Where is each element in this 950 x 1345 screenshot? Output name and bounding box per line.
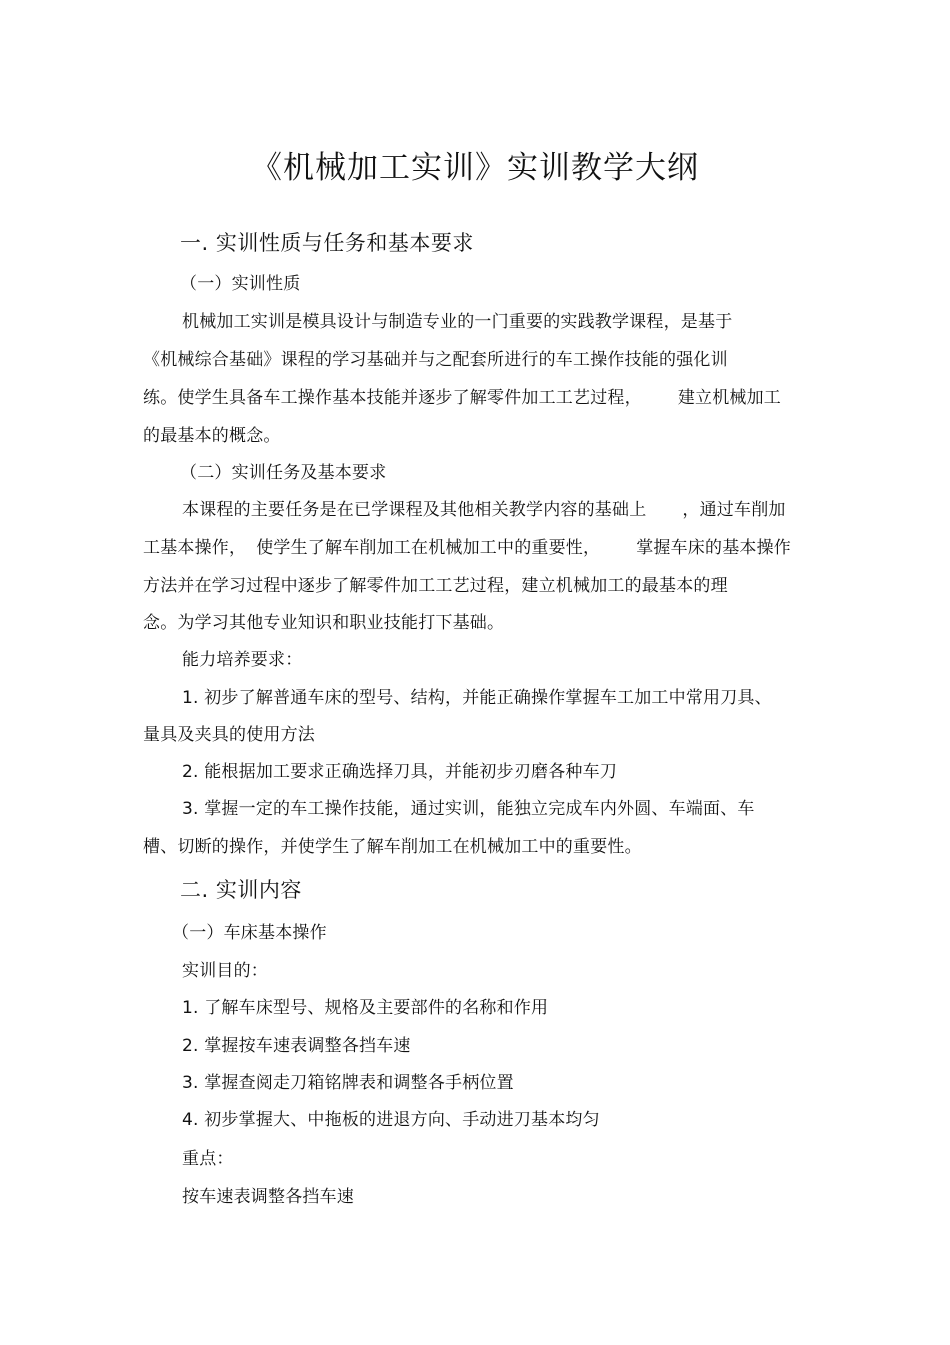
section-1-sub2-heading: （二）实训任务及基本要求 xyxy=(180,463,387,483)
paragraph-segment: 本课程的主要任务是在已学课程及其他相关教学内容的基础上 xyxy=(182,500,647,520)
paragraph-line xyxy=(143,536,791,560)
purpose-item: 2. 掌握按车速表调整各挡车速 xyxy=(182,1036,411,1056)
paragraph-segment: 建立机械加工 xyxy=(677,388,782,408)
paragraph-segment: 练。使学生具备车工操作基本技能并逐步了解零件加工工艺过程， xyxy=(143,388,642,408)
paragraph-line: 机械加工实训是模具设计与制造专业的一门重要的实践教学课程，是基于 xyxy=(182,312,733,332)
paragraph-line: 方法并在学习过程中逐步了解零件加工工艺过程，建立机械加工的最基本的理 xyxy=(143,576,728,596)
paragraph-segment: ，通过车削加 xyxy=(682,500,786,520)
paragraph-line: 《机械综合基础》课程的学习基础并与之配套所进行的车工操作技能的强化训 xyxy=(143,350,728,370)
purpose-item: 3. 掌握查阅走刀箱铭牌表和调整各手柄位置 xyxy=(182,1073,514,1093)
ability-item: 3. 掌握一定的车工操作技能，通过实训，能独立完成车内外圆、车端面、车 xyxy=(182,799,755,819)
paragraph-line: 念。为学习其他专业知识和职业技能打下基础。 xyxy=(143,613,505,633)
section-1-sub1-heading: （一）实训性质 xyxy=(180,274,301,294)
ability-label: 能力培养要求： xyxy=(182,650,303,670)
document-title: 《机械加工实训》实训教学大纲 xyxy=(251,150,699,186)
ability-item: 2. 能根据加工要求正确选择刀具，并能初步刃磨各种车刀 xyxy=(182,762,618,782)
ability-item: 槽、切断的操作，并使学生了解车削加工在机械加工中的重要性。 xyxy=(143,837,642,857)
ability-item: 1. 初步了解普通车床的型号、结构，并能正确操作掌握车工加工中常用刀具、 xyxy=(182,688,772,708)
paragraph-segment: 掌握车床的基本操作 xyxy=(636,538,792,558)
key-label: 重点： xyxy=(182,1149,234,1169)
purpose-item: 4. 初步掌握大、中拖板的进退方向、手动进刀基本均匀 xyxy=(182,1110,600,1130)
purpose-label: 实训目的： xyxy=(182,961,268,981)
paragraph-segment: 工基本操作， xyxy=(143,538,247,558)
key-text: 按车速表调整各挡车速 xyxy=(182,1187,354,1207)
section-2-heading: 二. 实训内容 xyxy=(180,878,302,902)
paragraph-segment: 使学生了解车削加工在机械加工中的重要性， xyxy=(256,538,601,558)
section-1-heading: 一. 实训性质与任务和基本要求 xyxy=(180,231,474,255)
section-2-sub1-heading: （一）车床基本操作 xyxy=(172,923,327,943)
paragraph-line xyxy=(143,386,781,410)
ability-item: 量具及夹具的使用方法 xyxy=(143,725,315,745)
purpose-item: 1. 了解车床型号、规格及主要部件的名称和作用 xyxy=(182,998,549,1018)
paragraph-line xyxy=(182,498,786,522)
paragraph-line: 的最基本的概念。 xyxy=(143,426,281,446)
